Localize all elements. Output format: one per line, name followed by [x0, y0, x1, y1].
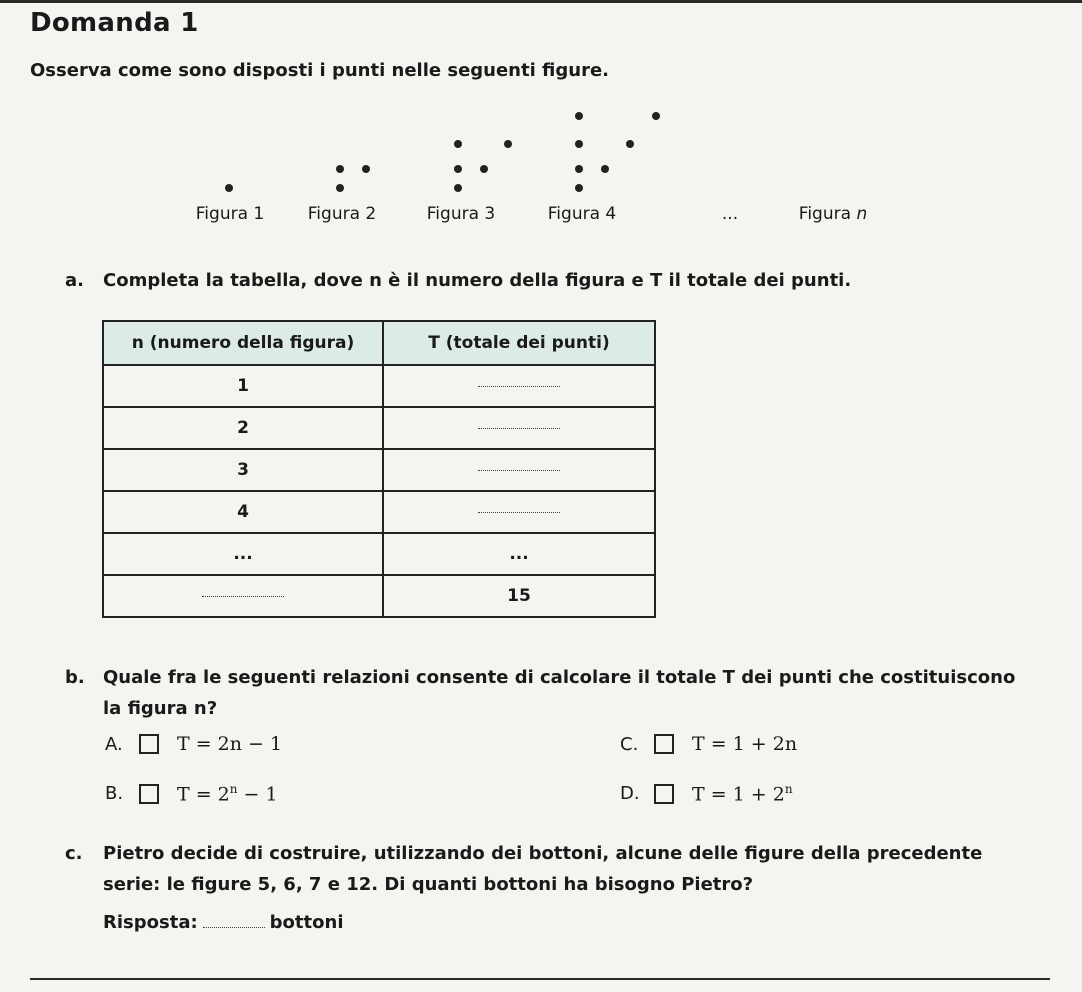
- figure-n-word: Figura: [798, 204, 852, 224]
- figure-4-label: Figura 4: [547, 204, 617, 224]
- option-b-base: T = 2: [177, 783, 230, 806]
- cell-n: 1: [103, 365, 383, 407]
- option-a-formula: T = 2n − 1: [177, 733, 283, 755]
- figure-3-label: Figura 3: [426, 204, 496, 224]
- figure-3-dot: [454, 140, 462, 148]
- option-b-checkbox[interactable]: [139, 784, 159, 804]
- option-d-formula: [692, 782, 793, 805]
- question-b: [65, 662, 1055, 724]
- fill-blank[interactable]: [202, 595, 284, 597]
- figure-4-dot: [601, 165, 609, 173]
- option-b-tail: − 1: [237, 783, 278, 806]
- cell-n-blank[interactable]: [103, 575, 383, 617]
- option-b-exponent: n: [229, 782, 238, 796]
- option-c-formula: T = 1 + 2n: [692, 733, 798, 755]
- figure-4-dot: [652, 112, 660, 120]
- figure-2-label: Figura 2: [307, 204, 377, 224]
- points-table: [102, 320, 656, 618]
- question-a-text: Completa la tabella, dove n è il numero della figura e T il totale dei punti.: [103, 270, 852, 291]
- option-c-checkbox[interactable]: [654, 734, 674, 754]
- table-row: [103, 449, 655, 491]
- answer-blank[interactable]: [203, 927, 265, 928]
- cell-t-blank[interactable]: [383, 449, 655, 491]
- cell-t: 15: [383, 575, 655, 617]
- question-b-line1: Quale fra le seguenti relazioni consente di calcolare il totale T dei punti che costituiscono: [103, 667, 1016, 688]
- table-row: [103, 407, 655, 449]
- option-b-letter: B.: [105, 783, 124, 805]
- figure-3-dot: [454, 184, 462, 192]
- question-c-line2: serie: le figure 5, 6, 7 e 12. Di quanti bottoni ha bisogno Pietro?: [103, 874, 754, 895]
- cell-n: 3: [103, 449, 383, 491]
- figure-n-label: [773, 204, 893, 224]
- figure-2-dot: [336, 184, 344, 192]
- table-row: [103, 575, 655, 617]
- option-a-checkbox[interactable]: [139, 734, 159, 754]
- header-t: T (totale dei punti): [383, 321, 655, 365]
- question-a-label: a.: [65, 270, 84, 291]
- option-d-base: T = 1 + 2: [692, 783, 785, 806]
- figure-4-dot: [626, 140, 634, 148]
- option-c[interactable]: [620, 733, 797, 755]
- figure-n-symbol: n: [856, 204, 868, 224]
- figure-1-label: Figura 1: [195, 204, 265, 224]
- table-row: [103, 365, 655, 407]
- cell-n: ...: [103, 533, 383, 575]
- figure-3-dot: [454, 165, 462, 173]
- figure-4-dot: [575, 184, 583, 192]
- bottom-rule: [30, 978, 1050, 980]
- fill-blank[interactable]: [478, 385, 560, 387]
- option-d-letter: D.: [620, 783, 640, 805]
- option-a-letter: A.: [105, 733, 123, 755]
- figure-2-dot: [362, 165, 370, 173]
- question-b-line2: la figura n?: [103, 698, 218, 719]
- figure-ellipsis: ...: [721, 204, 739, 224]
- question-c-label: c.: [65, 843, 83, 864]
- figure-3-dot: [480, 165, 488, 173]
- cell-n: 2: [103, 407, 383, 449]
- intro-text: Osserva come sono disposti i punti nelle seguenti figure.: [30, 60, 610, 81]
- question-c-line1: Pietro decide di costruire, utilizzando dei bottoni, alcune delle figure della precedente: [103, 843, 983, 864]
- question-title: Domanda 1: [30, 8, 199, 38]
- question-b-label: b.: [65, 667, 85, 688]
- header-n: n (numero della figura): [103, 321, 383, 365]
- fill-blank[interactable]: [478, 511, 560, 513]
- figure-1-dot: [225, 184, 233, 192]
- table-header-row: [103, 321, 655, 365]
- option-c-letter: C.: [620, 733, 639, 755]
- answer-line: [103, 912, 343, 933]
- top-rule: [0, 0, 1082, 3]
- figure-4-dot: [575, 165, 583, 173]
- cell-t-blank[interactable]: [383, 491, 655, 533]
- cell-t-blank[interactable]: [383, 365, 655, 407]
- answer-label: Risposta:: [103, 912, 198, 933]
- option-d[interactable]: [620, 782, 793, 805]
- figure-2-dot: [336, 165, 344, 173]
- figure-3-dot: [504, 140, 512, 148]
- cell-n: 4: [103, 491, 383, 533]
- table-row: [103, 533, 655, 575]
- answer-unit: bottoni: [269, 912, 344, 933]
- option-b-formula: [177, 782, 278, 805]
- option-d-exponent: n: [784, 782, 793, 796]
- fill-blank[interactable]: [478, 469, 560, 471]
- figure-4-dot: [575, 112, 583, 120]
- fill-blank[interactable]: [478, 427, 560, 429]
- option-a[interactable]: [105, 733, 282, 755]
- option-d-checkbox[interactable]: [654, 784, 674, 804]
- question-a: [65, 270, 851, 291]
- cell-t-blank[interactable]: [383, 407, 655, 449]
- cell-t: ...: [383, 533, 655, 575]
- figure-4-dot: [575, 140, 583, 148]
- question-c: [65, 838, 1055, 900]
- table-row: [103, 491, 655, 533]
- option-b[interactable]: [105, 782, 278, 805]
